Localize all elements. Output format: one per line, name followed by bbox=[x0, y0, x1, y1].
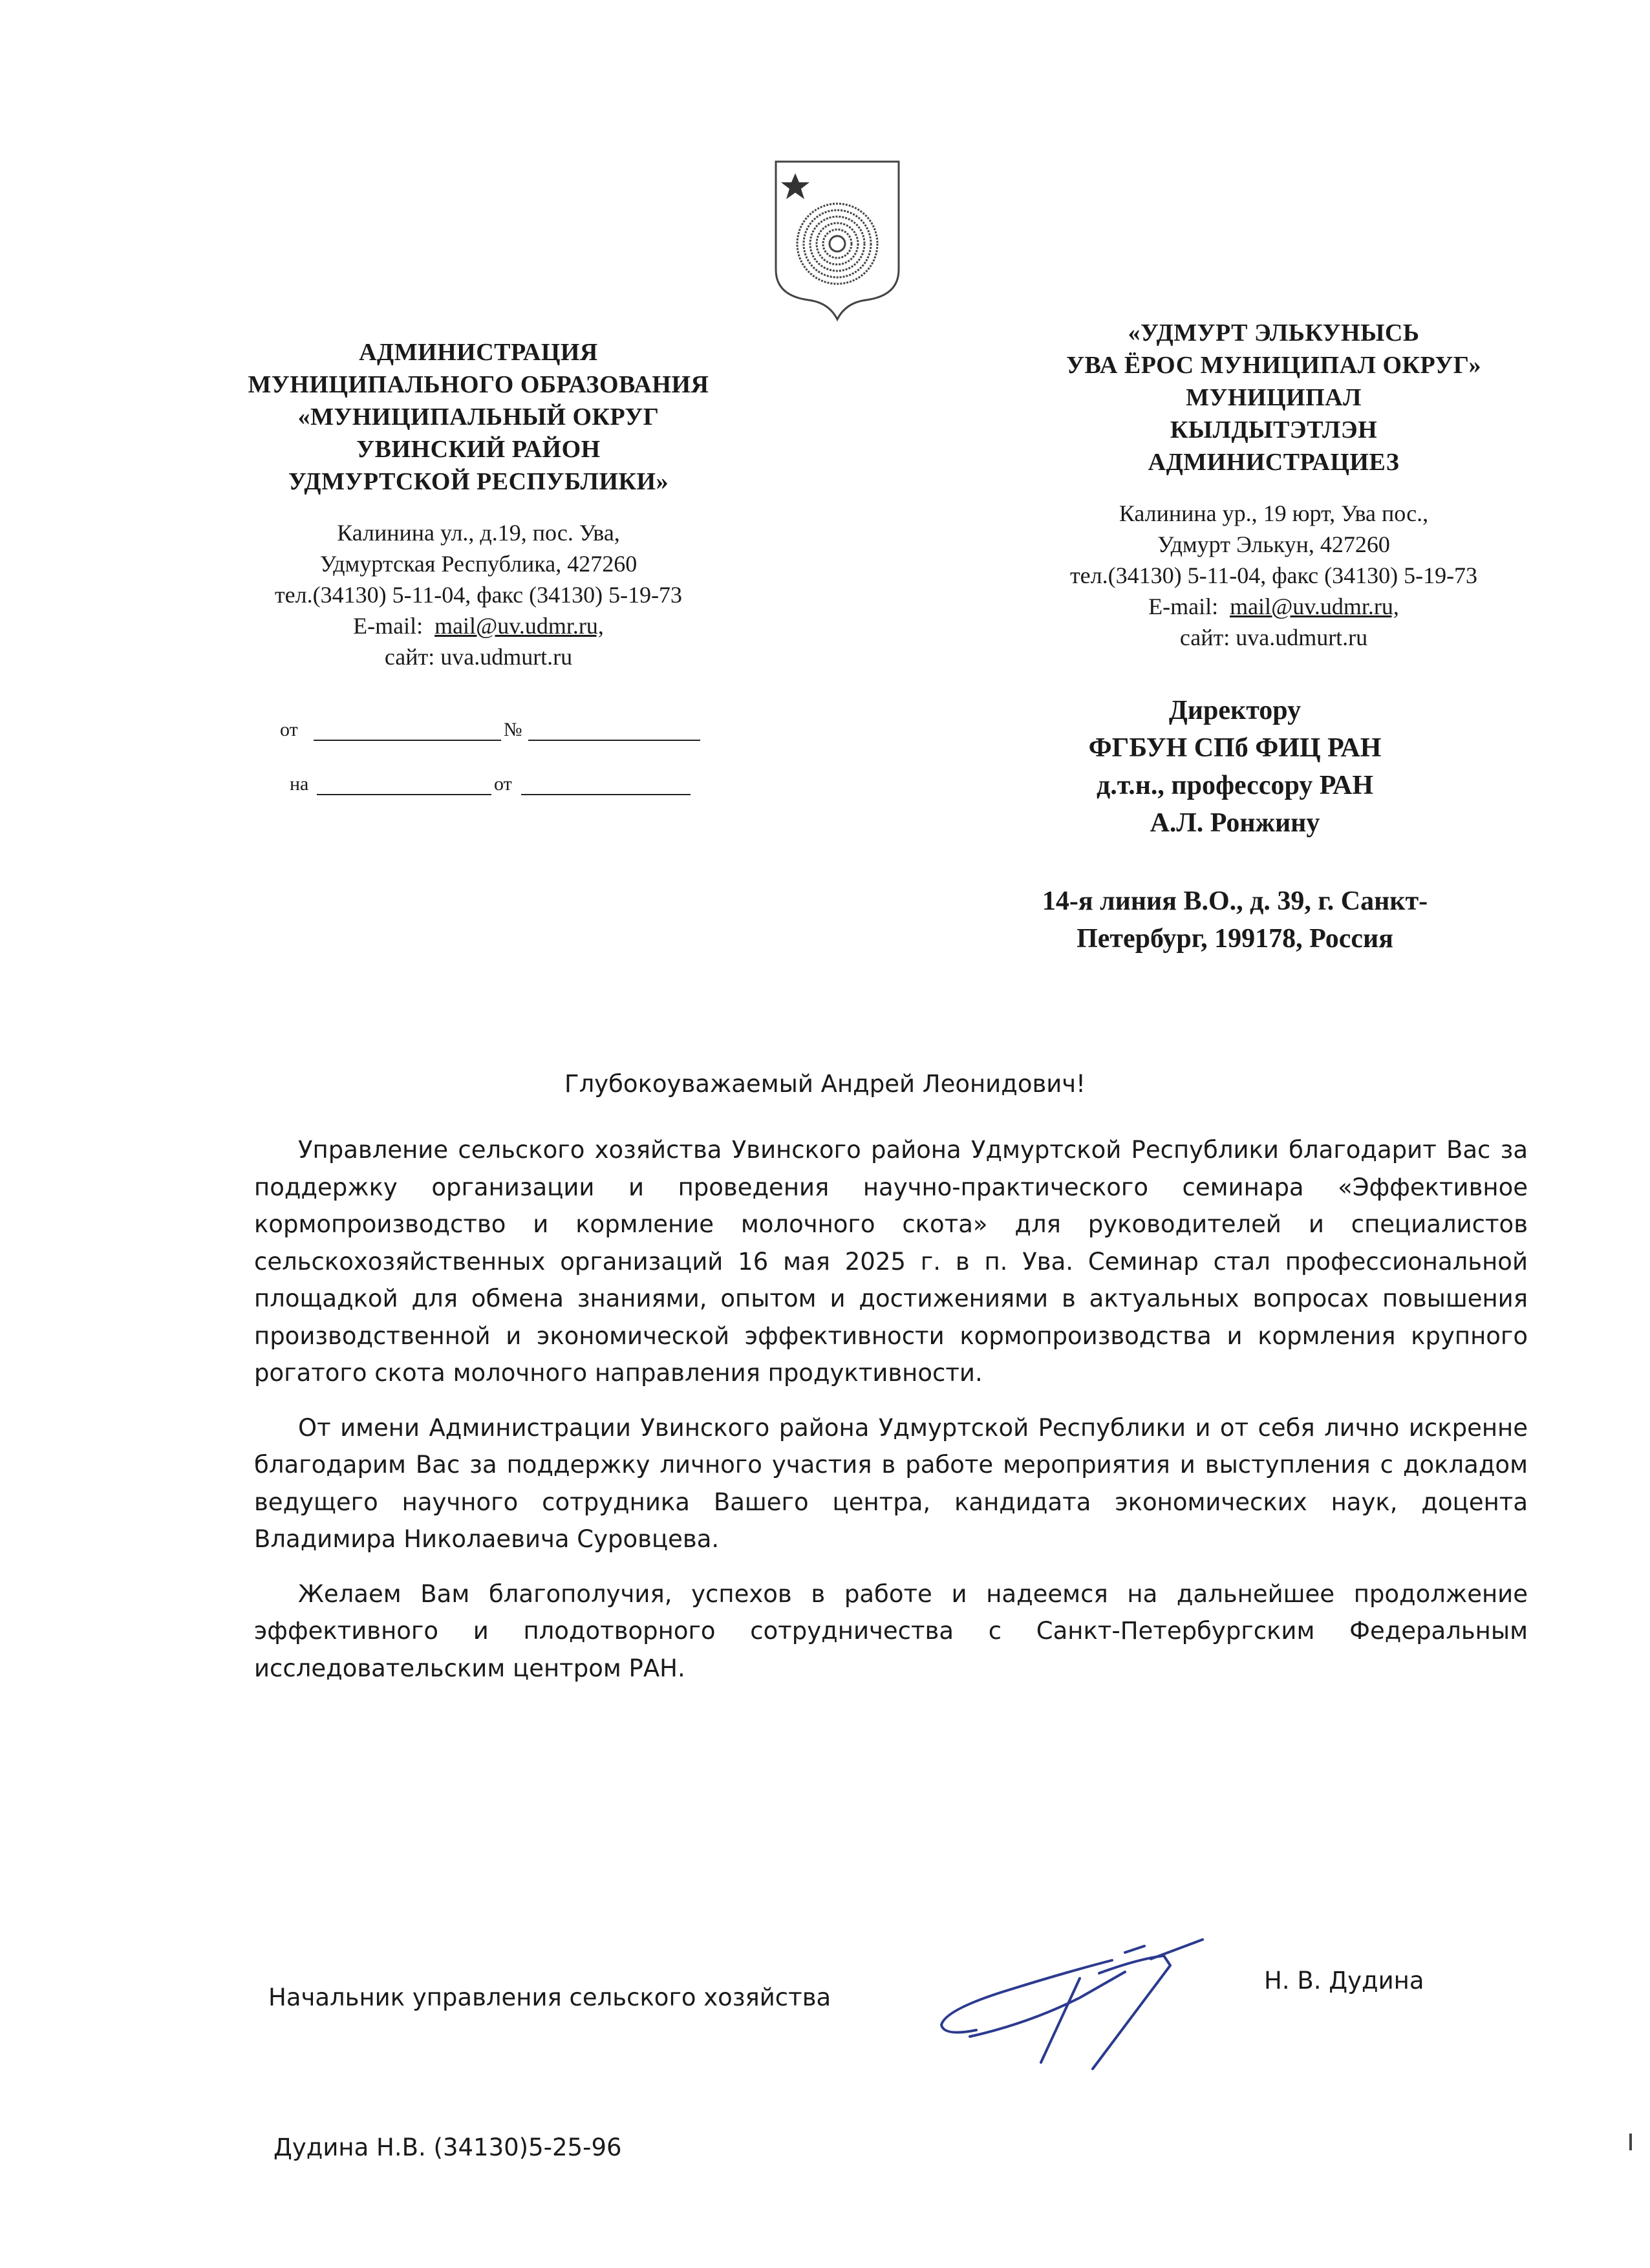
greeting: Глубокоуважаемый Андрей Леонидович! bbox=[564, 1070, 1086, 1098]
email-link[interactable]: mail@uv.udmr.ru, bbox=[434, 613, 604, 639]
org-name-line: «УДМУРТ ЭЛЬКУНЫСЬ bbox=[1128, 319, 1420, 347]
recipient-block bbox=[983, 692, 1487, 842]
letter-body bbox=[254, 1131, 1528, 1704]
org-name-line: МУНИЦИПАЛ bbox=[1186, 384, 1362, 411]
recipient-line: д.т.н., профессору РАН bbox=[1096, 771, 1374, 800]
email-line bbox=[989, 591, 1558, 622]
address-line: тел.(34130) 5-11-04, факс (34130) 5-19-73 bbox=[274, 582, 683, 608]
sender-address bbox=[989, 498, 1558, 653]
ref-reply-from-label: от bbox=[494, 773, 512, 795]
ref-row-reply bbox=[290, 773, 703, 799]
org-name-line: КЫЛДЫТЭТЛЭН bbox=[1170, 416, 1378, 444]
email-link[interactable]: mail@uv.udmr.ru, bbox=[1230, 594, 1399, 619]
recipient-line: А.Л. Ронжину bbox=[1150, 808, 1320, 838]
signatory-title: Начальник управления сельского хозяйства bbox=[268, 1984, 831, 2011]
email-line bbox=[194, 610, 763, 641]
ref-reply-date-field[interactable] bbox=[521, 775, 691, 795]
sender-right-block bbox=[989, 317, 1558, 653]
site-line: сайт: uva.udmurt.ru bbox=[1179, 625, 1368, 650]
org-name-line: УВА ЁРОС МУНИЦИПАЛ ОКРУГ» bbox=[1066, 352, 1481, 379]
org-name-line: АДМИНИСТРАЦИЕЗ bbox=[1148, 449, 1400, 476]
ref-reply-number-field[interactable] bbox=[317, 775, 491, 795]
org-name-line: АДМИНИСТРАЦИЯ bbox=[359, 339, 598, 366]
body-paragraph: От имени Администрации Увинского района Удмуртской Республики и от себя лично искренне благодарим Вас за поддержку личного участия в работе мероприятия и выступления с докладом ведущего научного сотрудника Вашего центра, кандидата экономических наук, доцента Владимира Николаевича Суровцева. bbox=[254, 1413, 1528, 1553]
body-paragraph: Желаем Вам благополучия, успехов в работе и надеемся на дальнейшее продолжение эффективного и плодотворного сотрудничества с Санкт-Петербургским Федеральным исследовательским центром РАН. bbox=[254, 1579, 1528, 1682]
ref-number-label: № bbox=[504, 719, 522, 740]
email-label: E-mail: bbox=[353, 613, 423, 639]
recipient-line: Директору bbox=[1168, 696, 1302, 725]
star-icon bbox=[781, 173, 809, 199]
ref-from-label: от bbox=[280, 719, 298, 740]
org-name-line: УВИНСКИЙ РАЙОН bbox=[356, 436, 601, 463]
sender-left-block bbox=[194, 336, 763, 672]
org-name-line: МУНИЦИПАЛЬНОГО ОБРАЗОВАНИЯ bbox=[248, 371, 709, 398]
ref-row-outgoing bbox=[280, 719, 700, 745]
recipient-line: ФГБУН СПб ФИЦ РАН bbox=[1088, 733, 1382, 763]
site-line: сайт: uva.udmurt.ru bbox=[384, 644, 573, 670]
recipient-address-line: Петербург, 199178, Россия bbox=[1077, 924, 1393, 954]
ref-number-field[interactable] bbox=[528, 720, 700, 741]
org-name-line: «МУНИЦИПАЛЬНЫЙ ОКРУГ bbox=[297, 403, 659, 431]
address-line: Калинина ур., 19 юрт, Ува пос., bbox=[1119, 500, 1429, 526]
recipient-address bbox=[983, 883, 1487, 957]
org-name-line: УДМУРТСКОЙ РЕСПУБЛИКИ» bbox=[288, 468, 669, 495]
scan-edge-mark bbox=[1629, 2134, 1632, 2150]
email-label: E-mail: bbox=[1148, 594, 1219, 619]
address-line: Калинина ул., д.19, пос. Ува, bbox=[337, 520, 620, 546]
address-line: Удмуртская Республика, 427260 bbox=[319, 551, 638, 577]
address-line: Удмурт Элькун, 427260 bbox=[1157, 531, 1390, 557]
handwritten-signature bbox=[931, 1933, 1228, 2088]
recipient-address-line: 14-я линия В.О., д. 39, г. Санкт- bbox=[1042, 886, 1428, 916]
executor-contact: Дудина Н.В. (34130)5-25-96 bbox=[273, 2134, 622, 2161]
ref-date-field[interactable] bbox=[314, 720, 501, 741]
sender-address bbox=[194, 517, 763, 672]
address-line: тел.(34130) 5-11-04, факс (34130) 5-19-73 bbox=[1069, 562, 1478, 588]
coat-of-arms-icon bbox=[769, 156, 905, 325]
body-paragraph: Управление сельского хозяйства Увинского района Удмуртской Республики благодарит Вас за поддержку организации и проведения научно-практического семинара «Эффективное кормопроизводство и кормление молочного скота» для руководителей и специалистов сельскохозяйственных организаций 16 мая 2025 г. в п. Ува. Семинар стал профессиональной площадкой для обмена знаниями, опытом и достижениями в актуальных вопросах повышения производственной и экономической эффективности кормопроизводства и кормления крупного рогатого скота молочного направления продуктивности. bbox=[254, 1136, 1528, 1387]
signatory-name: Н. В. Дудина bbox=[1264, 1967, 1424, 1995]
ref-reply-label: на bbox=[290, 773, 309, 795]
